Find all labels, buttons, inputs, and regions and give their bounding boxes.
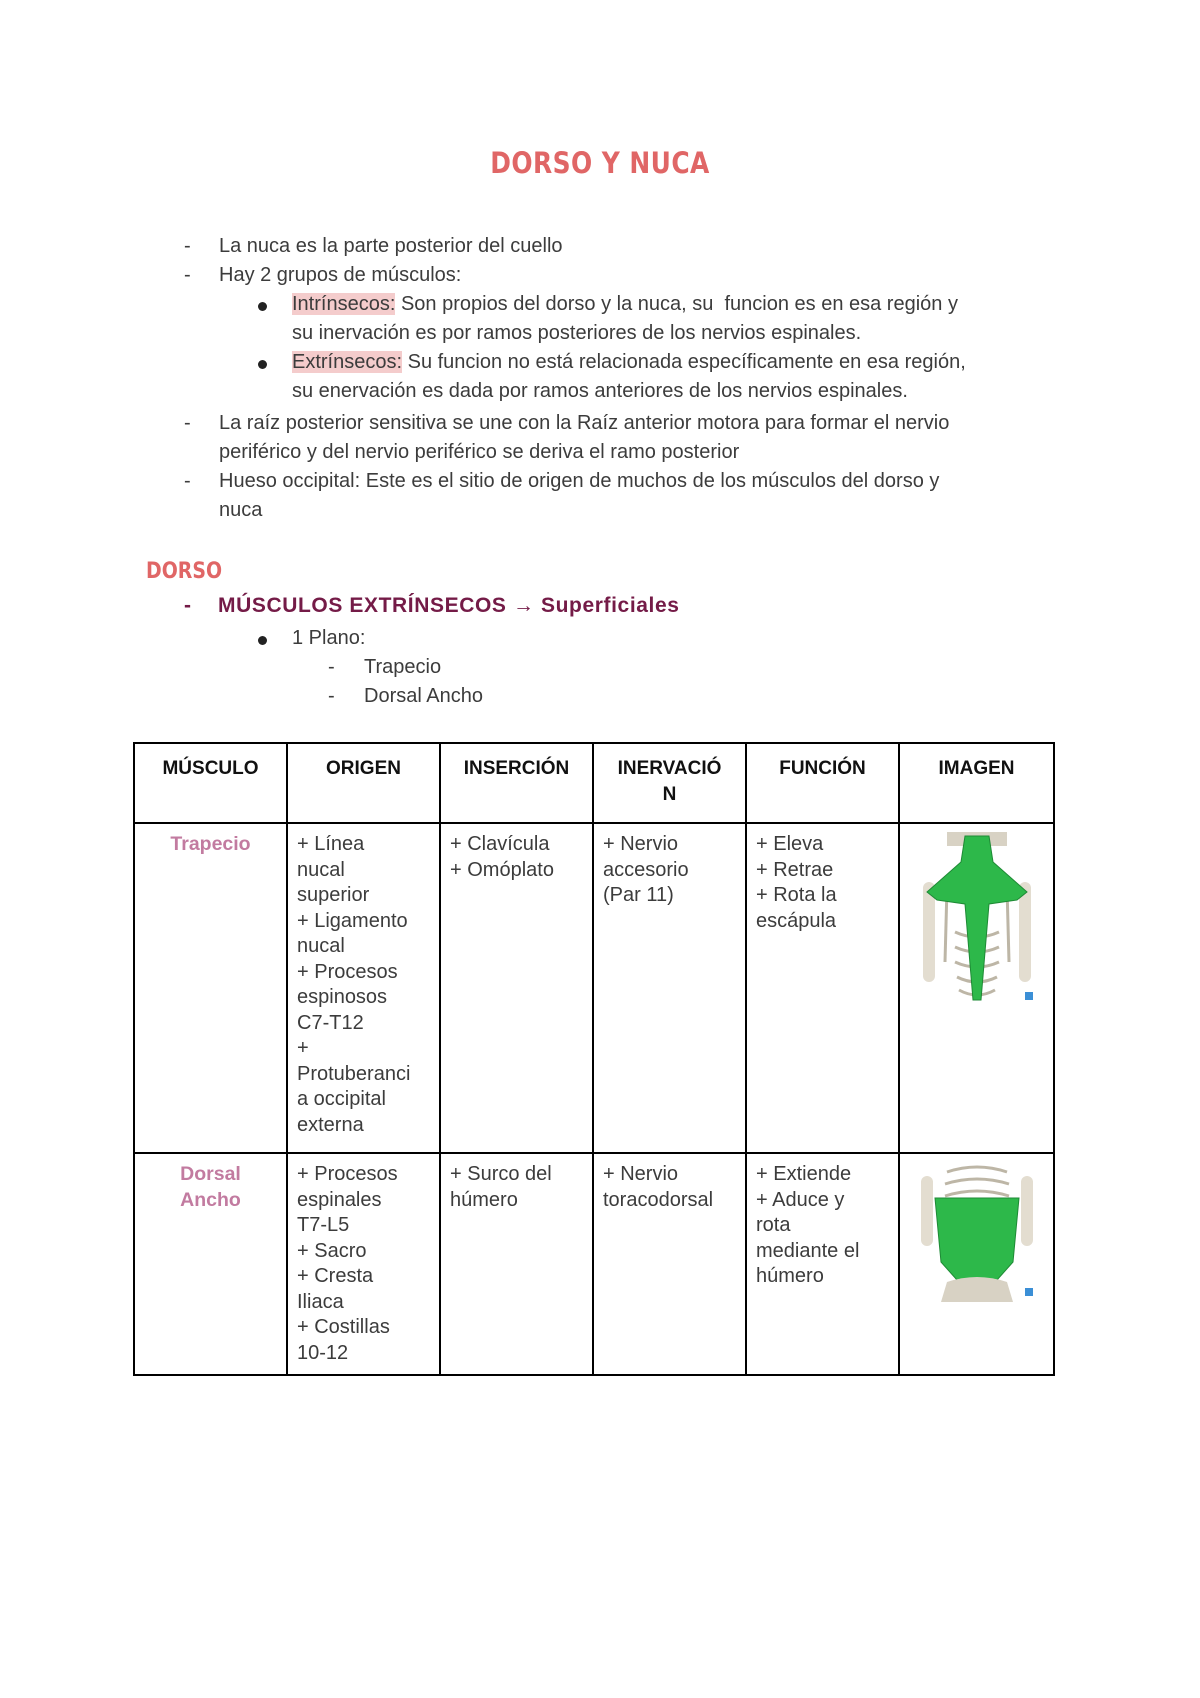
cell-line: (Par 11) — [603, 884, 674, 906]
cell-line: + Procesos — [297, 1163, 398, 1185]
column-header: INERVACIÓ N — [593, 743, 746, 823]
muscle-name: Trapecio — [134, 823, 287, 1153]
list-dash: - — [184, 412, 191, 434]
cell-line: húmero — [450, 1188, 518, 1211]
cell-line: + Costillas — [297, 1316, 390, 1338]
cell-line: superior — [297, 884, 370, 906]
list-item: Hueso occipital: Este es el sitio de origen de muchos de los músculos del dorso y — [219, 470, 940, 492]
cell-line: + Línea — [297, 833, 365, 855]
bullet-icon — [258, 636, 267, 645]
cell-line: + Ligamento — [297, 909, 408, 932]
list-item: Hay 2 grupos de músculos: — [219, 264, 462, 286]
cell-line: externa — [297, 1113, 364, 1136]
list-dash: - — [328, 656, 335, 678]
column-header: IMAGEN — [899, 743, 1054, 823]
list-item: La raíz posterior sensitiva se une con la Raíz anterior motora para formar el nervio — [219, 412, 950, 434]
cell-line: Iliaca — [297, 1290, 344, 1313]
muscle-table — [133, 742, 1055, 1376]
column-header: ORIGEN — [287, 743, 440, 823]
muscle-list-item: Dorsal Ancho — [364, 685, 483, 707]
cell-line: espinales — [297, 1188, 382, 1211]
latissimus-anatomy-icon — [917, 1162, 1037, 1312]
plane-label: 1 Plano: — [292, 627, 366, 649]
cell-line: + Nervio — [603, 833, 679, 855]
cell-line: mediante el — [756, 1239, 860, 1262]
cell-line: nucal — [297, 858, 345, 881]
group-text: Su funcion no está relacionada específicamente en esa región, — [402, 351, 966, 373]
list-dash: - — [184, 470, 191, 492]
cell-line: escápula — [756, 909, 837, 932]
list-item-cont: nuca — [219, 499, 263, 521]
cell-line: + Clavícula — [450, 833, 550, 855]
cell-line: + Cresta — [297, 1265, 374, 1287]
cell-line: T7-L5 — [297, 1214, 350, 1236]
cell-line: + — [297, 1037, 309, 1059]
page-title: DORSO Y NUCA — [490, 146, 710, 180]
cell-line: rota — [756, 1214, 791, 1236]
highlight-label: Extrínsecos: — [292, 351, 403, 373]
cell-line: accesorio — [603, 858, 689, 881]
muscle-list-item: Trapecio — [364, 656, 442, 678]
group-text: Son propios del dorso y la nuca, su funcion es en esa región y — [395, 293, 958, 315]
cell-line: + Nervio — [603, 1163, 679, 1185]
column-header: INSERCIÓN — [440, 743, 593, 823]
group-extrinsic — [292, 348, 966, 377]
insertion-cell — [440, 1153, 593, 1375]
bullet-icon — [258, 302, 267, 311]
cell-line: + Omóplato — [450, 858, 554, 881]
column-header: MÚSCULO — [134, 743, 287, 823]
section-heading: MÚSCULOS EXTRÍNSECOS → Superficiales — [218, 594, 680, 617]
cell-line: + Aduce y — [756, 1188, 845, 1211]
origin-cell — [287, 823, 440, 1153]
cell-line: + Retrae — [756, 858, 834, 881]
table-row — [134, 823, 1054, 1153]
cell-line: 10-12 — [297, 1341, 349, 1364]
origin-cell — [287, 1153, 440, 1375]
group-intrinsic — [292, 290, 958, 319]
list-dash: - — [184, 594, 191, 617]
list-item-cont: periférico y del nervio periférico se deriva el ramo posterior — [219, 441, 740, 463]
section-title: DORSO — [146, 559, 223, 584]
image-cell — [899, 823, 1054, 1153]
cell-line: Protuberanci — [297, 1062, 411, 1085]
muscle-name: Dorsal Ancho — [134, 1153, 287, 1375]
cell-line: + Surco del — [450, 1163, 552, 1185]
image-cell — [899, 1153, 1054, 1375]
function-cell — [746, 1153, 899, 1375]
cell-line: a occipital — [297, 1088, 386, 1110]
column-header: FUNCIÓN — [746, 743, 899, 823]
cell-line: + Procesos — [297, 960, 398, 983]
list-dash: - — [184, 264, 191, 286]
cell-line: toracodorsal — [603, 1188, 714, 1211]
highlight-label: Intrínsecos: — [292, 293, 396, 315]
group-text-cont: su enervación es dada por ramos anteriores de los nervios espinales. — [292, 380, 908, 402]
cell-line: + Extiende — [756, 1163, 852, 1185]
table-header-row — [134, 743, 1054, 823]
cell-line: C7-T12 — [297, 1011, 364, 1034]
cell-line: nucal — [297, 935, 345, 957]
cell-line: + Sacro — [297, 1239, 367, 1262]
list-dash: - — [184, 235, 191, 257]
list-dash: - — [328, 685, 335, 707]
insertion-cell — [440, 823, 593, 1153]
cell-line: húmero — [756, 1265, 824, 1287]
bullet-icon — [258, 360, 267, 369]
innervation-cell — [593, 1153, 746, 1375]
cell-line: espinosos — [297, 986, 388, 1008]
cell-line: + Eleva — [756, 833, 824, 855]
cell-line: + Rota la — [756, 884, 837, 906]
function-cell — [746, 823, 899, 1153]
table-row — [134, 1153, 1054, 1375]
list-item: La nuca es la parte posterior del cuello — [219, 235, 563, 257]
innervation-cell — [593, 823, 746, 1153]
trapezius-anatomy-icon — [917, 832, 1037, 1012]
group-text-cont: su inervación es por ramos posteriores de los nervios espinales. — [292, 322, 862, 344]
